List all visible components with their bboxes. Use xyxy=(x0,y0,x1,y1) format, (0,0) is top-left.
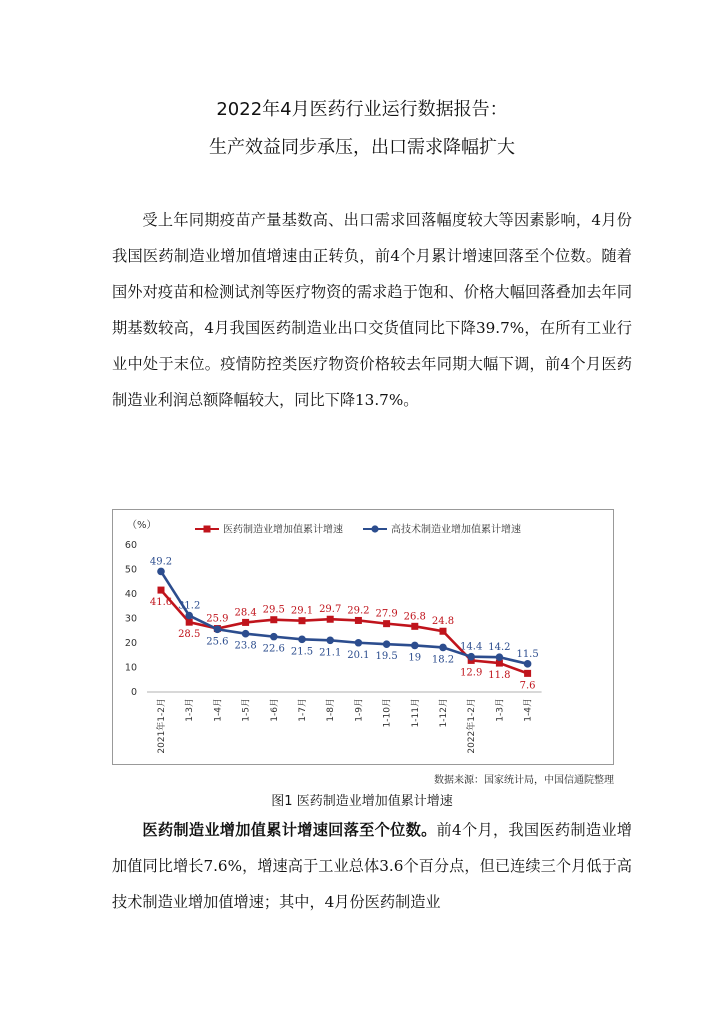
data-label: 19 xyxy=(408,652,422,664)
data-label: 26.8 xyxy=(403,611,426,623)
data-label: 21.1 xyxy=(319,647,342,659)
data-point xyxy=(298,636,306,644)
data-label: 11.5 xyxy=(516,648,539,660)
data-label: 29.2 xyxy=(347,605,370,617)
y-tick-label: 20 xyxy=(124,638,137,649)
data-point xyxy=(270,633,278,641)
x-tick-label: 2022年1-2月 xyxy=(467,698,478,754)
data-point xyxy=(242,630,250,638)
data-point xyxy=(157,568,165,576)
data-label: 28.5 xyxy=(178,629,201,641)
data-label: 24.8 xyxy=(431,616,455,628)
y-tick-label: 60 xyxy=(124,540,137,551)
data-point xyxy=(355,617,362,624)
x-tick-label: 1-4月 xyxy=(213,698,224,722)
data-point xyxy=(496,653,504,661)
data-label: 7.6 xyxy=(519,680,536,692)
data-label: 21.5 xyxy=(290,646,314,658)
x-tick-label: 1-11月 xyxy=(410,698,421,728)
x-tick-label: 1-6月 xyxy=(269,698,280,722)
data-point xyxy=(326,637,334,645)
data-label: 25.9 xyxy=(206,613,229,625)
data-label: 14.4 xyxy=(460,641,483,653)
y-tick-label: 50 xyxy=(124,564,137,576)
data-label: 25.6 xyxy=(206,636,229,648)
data-point xyxy=(440,628,447,635)
y-tick-label: 30 xyxy=(124,613,137,625)
line-chart xyxy=(113,510,613,764)
data-point xyxy=(327,616,334,623)
data-label: 19.5 xyxy=(375,651,398,663)
data-point xyxy=(383,620,390,627)
data-point xyxy=(439,644,447,652)
data-point xyxy=(185,612,193,620)
data-label: 29.5 xyxy=(262,604,285,616)
data-point xyxy=(524,670,531,677)
paragraph-lead-bold: 医药制造业增加值累计增速回落至个位数。 xyxy=(142,821,437,839)
paragraph-body: 前4个月，我国医药制造业增加值同比增长7.6%，增速高于工业总体3.6个百分点，但已连续三个月低于高技术制造业增加值增速；其中，4月份医药制造业 xyxy=(112,821,632,911)
data-label: 18.2 xyxy=(431,654,455,666)
legend-marker xyxy=(371,525,378,532)
data-label: 29.1 xyxy=(290,605,314,617)
y-tick-label: 40 xyxy=(124,589,137,600)
figure-caption: 图1 医药制造业增加值累计增速 xyxy=(271,794,453,809)
legend-label: 医药制造业增加值累计增速 xyxy=(223,524,343,536)
data-point xyxy=(411,642,419,650)
chart-frame xyxy=(112,509,614,765)
title-line-1: 2022年4月医药行业运行数据报告： xyxy=(216,99,508,120)
data-label: 28.4 xyxy=(234,607,257,619)
data-point xyxy=(411,623,418,630)
data-point xyxy=(242,619,249,626)
data-point xyxy=(355,639,363,647)
data-label: 11.8 xyxy=(488,670,511,682)
title-line-2: 生产效益同步承压，出口需求降幅扩大 xyxy=(209,137,515,158)
data-point xyxy=(158,587,165,594)
data-label: 23.8 xyxy=(234,640,257,652)
data-point xyxy=(383,640,391,648)
x-tick-label: 1-3月 xyxy=(185,698,196,722)
data-label: 29.7 xyxy=(319,604,342,616)
x-tick-label: 1-12月 xyxy=(439,698,449,728)
data-source-note: 数据来源：国家统计局，中国信通院整理 xyxy=(434,775,614,786)
data-label: 22.6 xyxy=(262,643,285,655)
x-tick-label: 2021年1-2月 xyxy=(157,698,167,754)
data-label: 49.2 xyxy=(149,556,173,568)
data-label: 20.1 xyxy=(347,649,370,661)
data-point xyxy=(467,653,475,661)
x-tick-label: 1-10月 xyxy=(382,698,393,728)
data-label: 12.9 xyxy=(460,667,483,679)
y-axis-label: （%） xyxy=(127,520,157,531)
legend-marker xyxy=(204,526,211,533)
y-tick-label: 0 xyxy=(130,687,137,698)
data-point xyxy=(186,619,193,626)
paragraph-value-added xyxy=(112,812,632,920)
legend-label: 高技术制造业增加值累计增速 xyxy=(391,524,521,536)
data-point xyxy=(270,616,277,623)
y-tick-label: 10 xyxy=(124,662,137,674)
paragraph-intro: 受上年同期疫苗产量基数高、出口需求回落幅度较大等因素影响，4月份我国医药制造业增加值增速由正转负，前4个月累计增速回落至个位数。随着国外对疫苗和检测试剂等医疗物资的需求趋于饱和、价格大幅回落叠加去年同期基数较高，4月我国医药制造业出口交货值同比下降39.7%，在所有工业行业中处于末位。疫情防控类医疗物资价格较去年同期大幅下调，前4个月医药制造业利润总额降幅较大，同比下降13.7%。 xyxy=(112,211,632,409)
data-point xyxy=(214,625,222,633)
x-tick-label: 1-8月 xyxy=(326,698,337,722)
data-label: 31.2 xyxy=(178,600,201,612)
data-label: 14.2 xyxy=(488,642,511,654)
x-tick-label: 1-7月 xyxy=(298,698,308,722)
data-point xyxy=(299,617,306,624)
x-tick-label: 1-4月 xyxy=(523,698,534,722)
data-label: 41.6 xyxy=(149,597,173,609)
data-label: 27.9 xyxy=(375,608,398,620)
x-tick-label: 1-3月 xyxy=(495,698,506,722)
x-tick-label: 1-5月 xyxy=(241,698,252,722)
x-tick-label: 1-9月 xyxy=(354,698,365,722)
data-point xyxy=(524,660,532,668)
